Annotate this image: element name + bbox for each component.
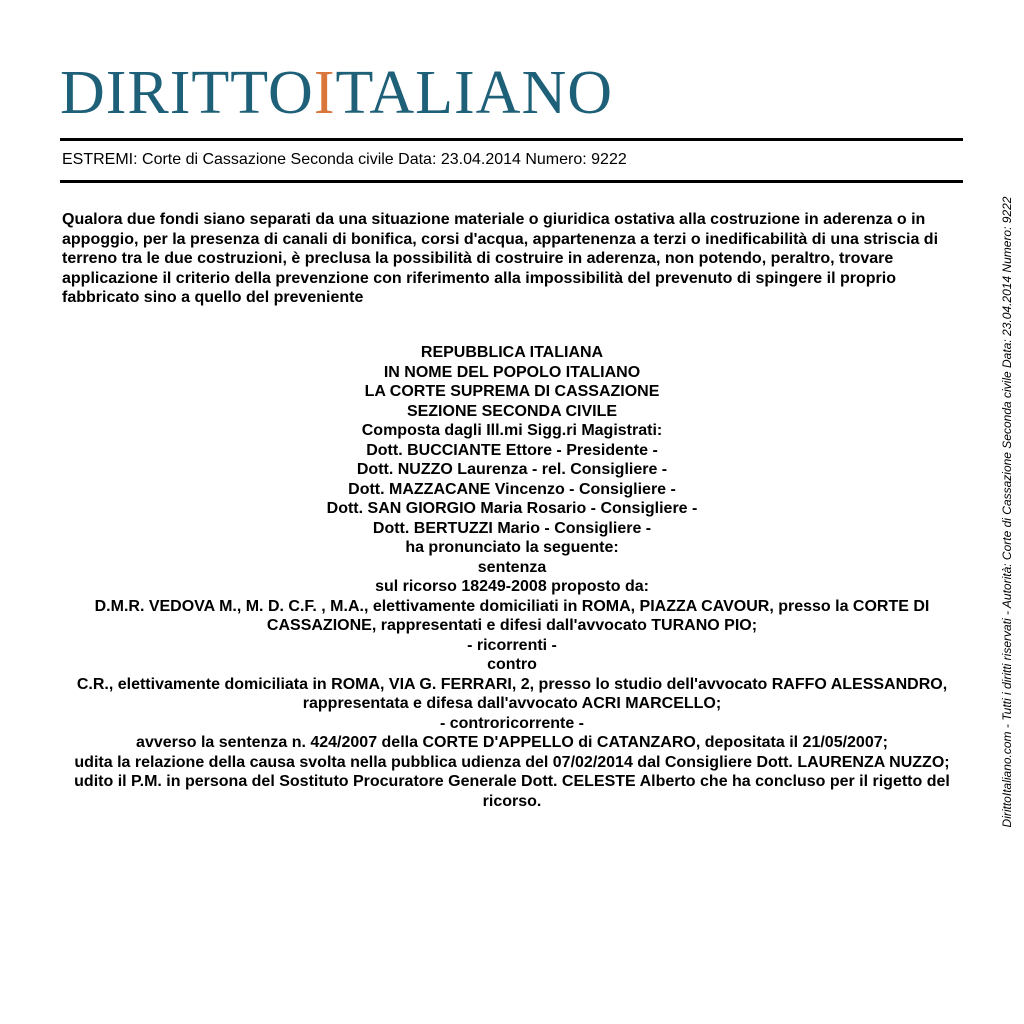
sentence-line: - controricorrente - xyxy=(439,714,584,732)
sentence-line: Dott. BERTUZZI Mario - Consigliere - xyxy=(372,519,652,537)
sentence-line: sul ricorso 18249-2008 proposto da: xyxy=(375,578,649,595)
sentence-line: Dott. BUCCIANTE Ettore - Presidente - xyxy=(366,441,658,459)
sentence-line: Dott. NUZZO Laurenza - rel. Consigliere - xyxy=(356,461,668,478)
logo-part-2: TALIANO xyxy=(335,59,614,127)
sentence-line: Dott. SAN GIORGIO Maria Rosario - Consigliere - xyxy=(326,500,698,517)
logo-accent-letter: I xyxy=(313,59,336,127)
sentence-line: avverso la sentenza n. 424/2007 della CORTE D'APPELLO di CATANZARO, depositata il 21/05/2007; xyxy=(136,734,888,751)
sentence-line: contro xyxy=(487,656,537,673)
document-estremi: ESTREMI: Corte di Cassazione Seconda civile Data: 23.04.2014 Numero: 9222 xyxy=(62,151,627,168)
logo-part-1: DIRITTO xyxy=(60,59,314,127)
sentence-line: C.R., elettivamente domiciliata in ROMA, VIA G. FERRARI, 2, presso lo studio dell'avvocato RAFFO ALESSANDRO, rappresentata e difesa dall'avvocato ACRI MARCELLO; xyxy=(76,675,948,712)
sentence-line: Dott. MAZZACANE Vincenzo - Consigliere - xyxy=(348,480,676,498)
side-copyright-text: DirittoItaliano.com - Tutti i diritti riservati - Autorità: Corte di Cassazione Seconda civile Data: 23.04.2014 Numero: 9222 xyxy=(1000,196,1014,828)
sentence-line: udita la relazione della causa svolta nella pubblica udienza del 07/02/2014 dal Consigliere Dott. LAURENZA NUZZO; xyxy=(74,753,950,771)
bottom-divider xyxy=(60,180,963,183)
sentence-line: - ricorrenti - xyxy=(467,636,557,654)
sentence-line: D.M.R. VEDOVA M., M. D. C.F. , M.A., elettivamente domiciliati in ROMA, PIAZZA CAVOUR, presso la CORTE DI CASSAZIONE, rappresentati e difesi dall'avvocato TURANO PIO; xyxy=(94,597,930,634)
massima-summary: Qualora due fondi siano separati da una situazione materiale o giuridica ostativa alla costruzione in aderenza o in appoggio, per la presenza di canali di bonifica, corsi d'acqua, appartenenza a terzi o inedificabilità di una striscia di terreno tra le due costruzioni, è preclusa la possibilità di costruire in aderenza, non potendo, peraltro, trovare applicazione il criterio della prevenzione con riferimento alla impossibilità del prevenuto di spingere il proprio fabbricato sino a quello del preveniente xyxy=(62,211,939,307)
sentence-line: REPUBBLICA ITALIANA xyxy=(420,344,604,361)
sentence-line: SEZIONE SECONDA CIVILE xyxy=(406,402,618,420)
sentence-line: IN NOME DEL POPOLO ITALIANO xyxy=(383,363,641,381)
site-logo xyxy=(60,59,614,127)
sentence-line: ha pronunciato la seguente: xyxy=(405,539,619,556)
sentence-body xyxy=(62,343,962,811)
sentence-line: udito il P.M. in persona del Sostituto Procuratore Generale Dott. CELESTE Alberto che ha concluso per il rigetto del ricorso. xyxy=(74,773,950,810)
sentence-line: Composta dagli Ill.mi Sigg.ri Magistrati: xyxy=(361,422,663,439)
sentence-line: LA CORTE SUPREMA DI CASSAZIONE xyxy=(364,383,660,400)
sentence-line: sentenza xyxy=(477,558,547,576)
top-divider xyxy=(60,138,963,141)
